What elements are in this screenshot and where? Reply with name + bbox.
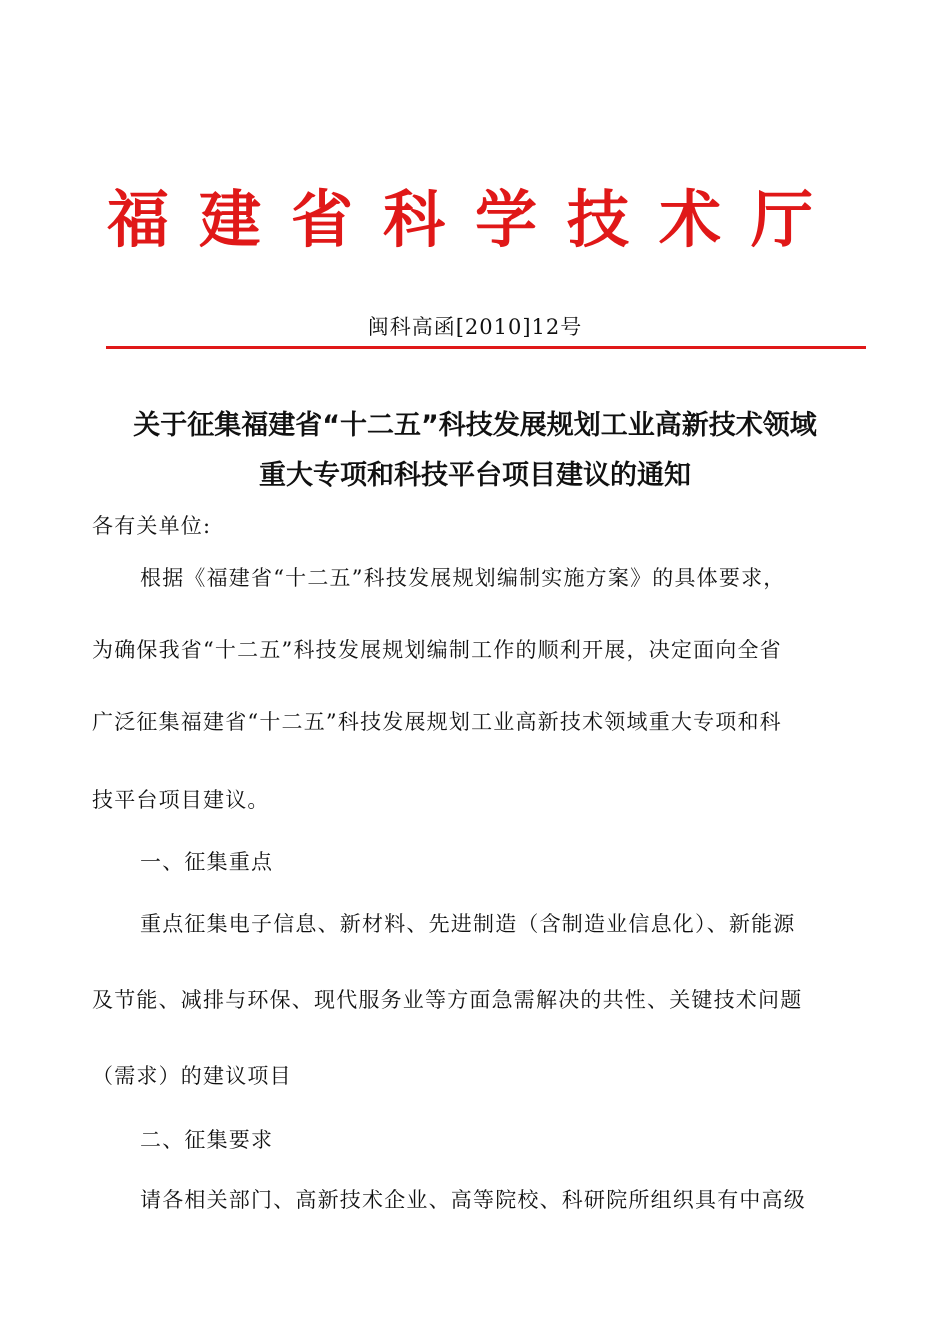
paragraph-2-line-2: 及节能、减排与环保、现代服务业等方面急需解决的共性、关键技术问题 <box>92 988 803 1012</box>
paragraph-1-line-3: 广泛征集福建省“十二五”科技发展规划工业高新技术领域重大专项和科 <box>92 710 782 734</box>
section-heading-1: 一、征集重点 <box>140 850 274 874</box>
paragraph-1-line-2: 为确保我省“十二五”科技发展规划编制工作的顺利开展，决定面向全省 <box>92 638 782 662</box>
paragraph-2-line-3: （需求）的建议项目 <box>92 1064 292 1088</box>
document-title-line-1: 关于征集福建省“十二五”科技发展规划工业高新技术领域 <box>133 410 817 441</box>
salutation: 各有关单位: <box>92 514 212 538</box>
paragraph-3-line-1: 请各相关部门、高新技术企业、高等院校、科研院所组织具有中高级 <box>140 1188 806 1212</box>
paragraph-2-line-1: 重点征集电子信息、新材料、先进制造（含制造业信息化）、新能源 <box>140 912 796 936</box>
red-divider-line <box>106 346 866 349</box>
paragraph-1-line-4: 技平台项目建议。 <box>92 788 270 812</box>
issuing-organization: 福建省科学技术厅 <box>106 183 843 256</box>
document-number: 闽科高函[2010]12号 <box>367 315 583 339</box>
paragraph-1-line-1: 根据《福建省“十二五”科技发展规划编制实施方案》的具体要求， <box>140 566 786 590</box>
document-title-line-2: 重大专项和科技平台项目建议的通知 <box>259 460 691 491</box>
section-heading-2: 二、征集要求 <box>140 1128 274 1152</box>
